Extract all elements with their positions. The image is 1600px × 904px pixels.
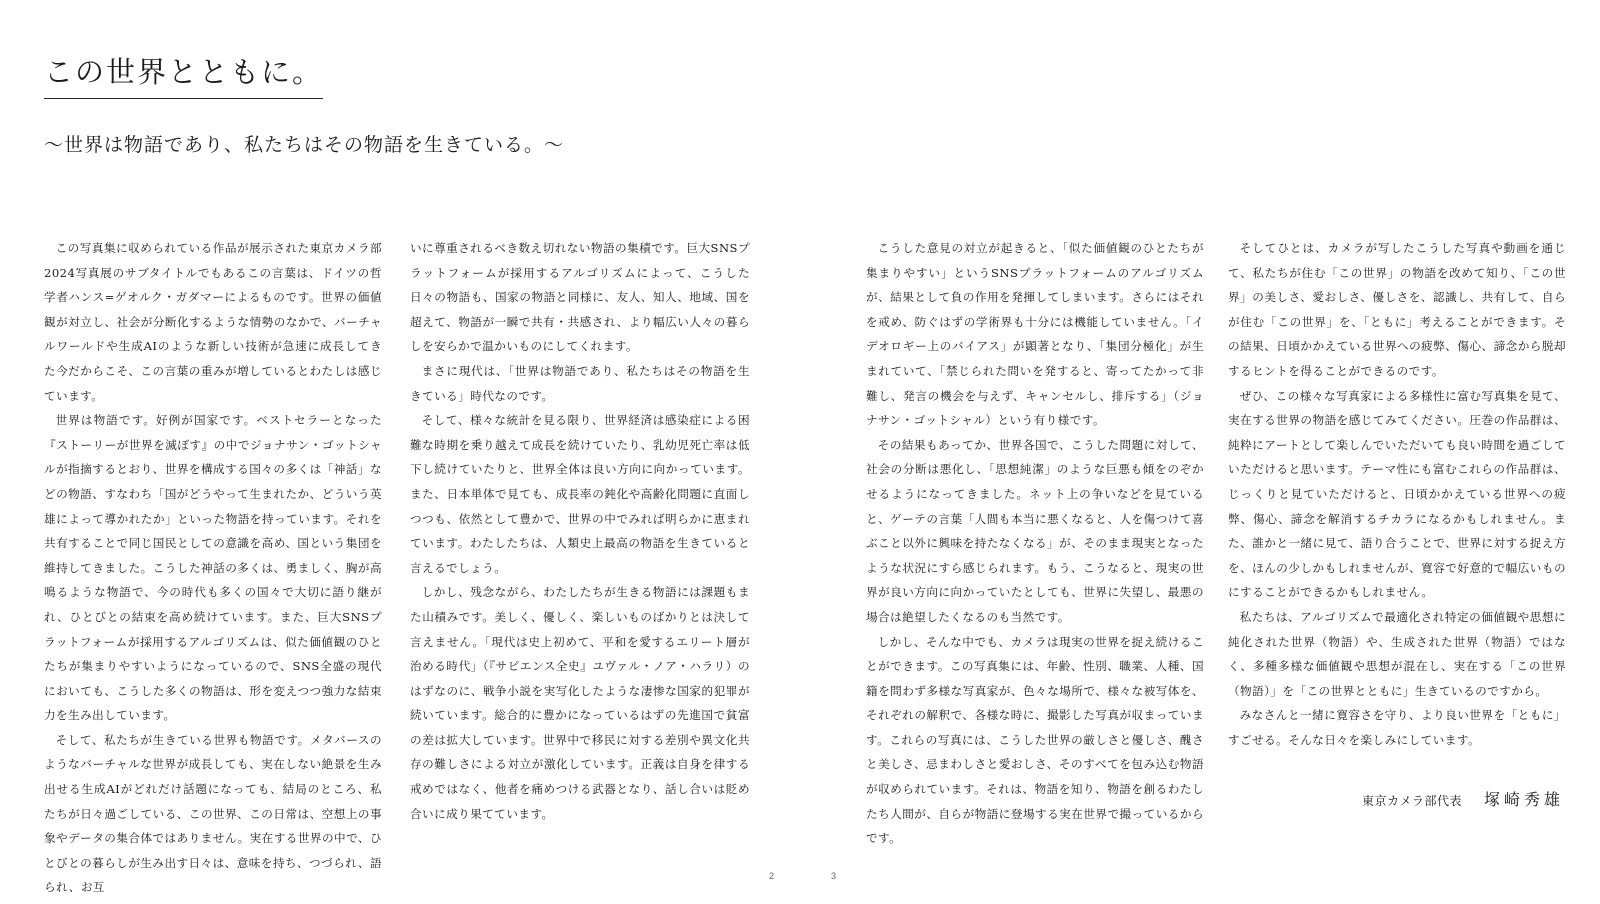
page-subtitle: ～世界は物語であり、私たちはその物語を生きている。～ [44, 134, 565, 156]
text-column-3 [866, 236, 1204, 851]
page-title: この世界とともに。 [44, 50, 323, 99]
signature-role: 東京カメラ部代表 [1361, 794, 1462, 808]
text-column-4 [1228, 236, 1566, 752]
text-column-1 [44, 236, 382, 900]
signature [1362, 787, 1564, 810]
paragraph: ぜひ、この様々な写真家による多様性に富む写真集を見て、実在する世界の物語を感じてみてください。圧巻の作品群は、純粋にアートとして楽しんでいただいても良い時間を過ごしていただけると思います。テーマ性にも富むこれらの作品群は、じっくりと見ていただけると、日頃かかえている世界への疲弊、傷心、諦念を解消するチカラになるかもしれません。また、誰かと一緒に見て、語り合うことで、世界に対する捉え方を、ほんの少しかもしれませんが、寛容で好意的で幅広いものにすることができるかもしれません。 [1228, 388, 1566, 600]
page-number-right: 3 [831, 871, 837, 881]
page-number-left: 2 [769, 871, 775, 881]
paragraph: そして、様々な統計を見る限り、世界経済は感染症による困難な時期を乗り越えて成長を続けていたり、乳幼児死亡率は低下し続けていたりと、世界全体は良い方向に向かっています。また、日本単体で見ても、成長率の鈍化や高齢化問題に直面しつつも、依然として豊かで、世界の中でみれば明らかに恵まれています。わたしたちは、人類史上最高の物語を生きていると言えるでしょう。 [410, 413, 750, 575]
paragraph: いに尊重されるべき数え切れない物語の集積です。巨大SNSプラットフォームが採用するアルゴリズムによって、こうした日々の物語も、国家の物語と同様に、友人、知人、地域、国を超えて、物語が一瞬で共有・共感され、より幅広い人々の暮らしを安らかで温かいものにしてくれます。 [410, 241, 750, 354]
paragraph: そして、私たちが生きている世界も物語です。メタバースのようなバーチャルな世界が成長しても、実在しない絶景を生み出せる生成AIがどれだけ話題になっても、結局のところ、私たちが日々過ごしている、この世界、この日常は、空想上の事象やデータの集合体ではありません。実在する世界の中で、ひとびとの暮らしが生み出す日々は、意味を持ち、つづられ、語られ、お互 [44, 732, 382, 895]
paragraph: 世界は物語です。好例が国家です。ベストセラーとなった『ストーリーが世界を滅ぼす』の中でジョナサン・ゴットシャルが指摘するとおり、世界を構成する国々の多くは「神話」などの物語、すなわち「国がどうやって生まれたか、どういう英雄によって導かれたか」といった物語を持っています。それを共有することで同じ国民としての意識を高め、国という集団を維持してきました。こうした神話の多くは、勇ましく、胸が高鳴るような物語で、今の時代も多くの国々で大切に語り継がれ、ひとびとの結束を高め続けています。また、巨大SNSプラットフォームが採用するアルゴリズムは、似た価値観のひとたちが集まりやすいようになっているので、SNS全盛の現代においても、こうした多くの物語は、形を変えつつ強力な結束力を生み出しています。 [44, 413, 382, 723]
paragraph: まさに現代は、「世界は物語であり、私たちはその物語を生きている」時代なのです。 [410, 363, 750, 403]
paragraph: そしてひとは、カメラが写したこうした写真や動画を通じて、私たちが住む「この世界」の物語を改めて知り、「この世界」の美しさ、愛おしさ、優しさを、認識し、共有して、自らが住む「この世界」を、「ともに」考えることができます。その結果、日頃かかえている世界への疲弊、傷心、諦念から脱却するヒントを得ることができるのです。 [1228, 241, 1566, 378]
paragraph: しかし、そんな中でも、カメラは現実の世界を捉え続けることができます。この写真集には、年齢、性別、職業、人種、国籍を問わず多様な写真家が、色々な場所で、様々な被写体を、それぞれの解釈で、各様な時に、撮影した写真が収まっています。これらの写真には、こうした世界の厳しさと優しさ、醜さと美しさ、忌まわしさと愛おしさ、そのすべてを包み込む物語が収められています。それは、物語を知り、物語を創るわたしたち人間が、自らが物語に登場する実在世界で撮っているからです。 [866, 634, 1204, 846]
paragraph: こうした意見の対立が起きると、「似た価値観のひとたちが集まりやすい」というSNSプラットフォームのアルゴリズムが、結果として負の作用を発揮してしまいます。さらにはそれを戒め、防ぐはずの学術界も十分には機能していません。「イデオロギー上のバイアス」が顕著となり、「集団分極化」が生まれていて、「禁じられた問いを発すると、寄ってたかって非難し、発言の機会を与えず、キャンセルし、排斥する」（ジョナサン・ゴットシャル）という有り様です。 [866, 241, 1204, 428]
text-column-2 [410, 236, 750, 826]
paragraph: 私たちは、アルゴリズムで最適化され特定の価値観や思想に純化された世界（物語）や、生成された世界（物語）ではなく、多種多様な価値観や思想が混在し、実在する「この世界（物語）」を「この世界とともに」生きているのですから。 [1228, 609, 1566, 698]
signature-name: 塚崎秀雄 [1483, 790, 1564, 809]
paragraph: その結果もあってか、世界各国で、こうした問題に対して、社会の分断は悪化し、「思想純潔」のような巨悪も傾をのぞかせるようになってきました。ネット上の争いなどを見ていると、ゲーテの言葉「人間も本当に悪くなると、人を傷つけて喜ぶこと以外に興味を持たなくなる」が、そのまま現実となったような状況にすら感じられます。もう、こうなると、現実の世界が良い方向に向かっていたとしても、世界に失望し、最悪の場合は絶望したくなるのも当然です。 [866, 437, 1204, 624]
paragraph: みなさんと一緒に寛容さを守り、より良い世界を「ともに」すごせる。そんな日々を楽しみにしています。 [1228, 708, 1566, 747]
paragraph: この写真集に収められている作品が展示された東京カメラ部2024写真展のサブタイトルでもあるこの言葉は、ドイツの哲学者ハンス=ゲオルク・ガダマーによるものです。世界の価値観が対立し、社会が分断化するような情勢のなかで、バーチャルワールドや生成AIのような新しい技術が急速に成長してきた今だからこそ、この言葉の重みが増しているとわたしは感じています。 [44, 241, 382, 403]
paragraph: しかし、残念ながら、わたしたちが生きる物語には課題もまた山積みです。美しく、優しく、楽しいものばかりとは決して言えません。「現代は史上初めて、平和を愛するエリート層が治める時代」（『サピエンス全史』ユヴァル・ノア・ハラリ）のはずなのに、戦争小説を実写化したような凄惨な国家的犯罪が続いています。総合的に豊かになっているはずの先進国で貧富の差は拡大しています。世界中で移民に対する差別や異文化共存の難しさによる対立が激化しています。正義は自身を律する戒めではなく、他者を痛めつける武器となり、話し合いは貶め合いに成り果てています。 [410, 585, 750, 821]
